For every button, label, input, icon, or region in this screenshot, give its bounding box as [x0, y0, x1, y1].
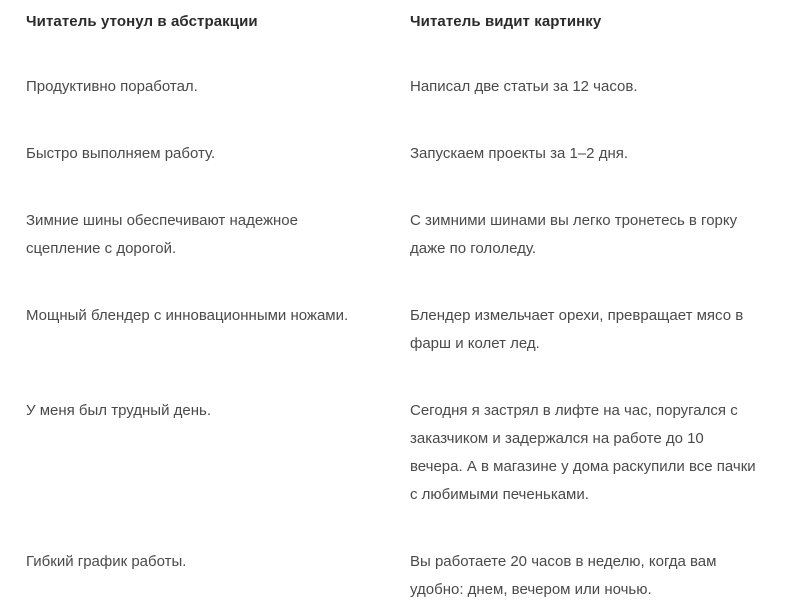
- cell-abstract-text: Продуктивно поработал.: [26, 78, 198, 95]
- table-row: [0, 140, 804, 207]
- table-row: [0, 548, 804, 604]
- cell-concrete: [392, 140, 804, 207]
- cell-concrete-text: С зимними шинами вы легко тронетесь в горку даже по гололеду.: [410, 212, 738, 257]
- column-header-abstract-label: Читатель утонул в абстракции: [26, 13, 258, 30]
- cell-abstract: [0, 302, 392, 397]
- cell-concrete: [392, 302, 804, 397]
- cell-concrete: [392, 548, 804, 604]
- table-row: [0, 397, 804, 548]
- cell-abstract: [0, 140, 392, 207]
- cell-abstract: [0, 207, 392, 302]
- table-row: [0, 302, 804, 397]
- cell-concrete-text: Блендер измельчает орехи, превращает мясо в фарш и колет лед.: [410, 307, 744, 352]
- cell-abstract-text: Гибкий график работы.: [26, 553, 187, 570]
- cell-concrete-text: Запускаем проекты за 1–2 дня.: [410, 145, 629, 162]
- cell-concrete-text: Сегодня я застрял в лифте на час, поругался с заказчиком и задержался на работе до 10 вечера. А в магазине у дома раскупили все пачки с любимыми печеньками.: [410, 402, 756, 503]
- cell-abstract-text: Быстро выполняем работу.: [26, 145, 216, 162]
- cell-abstract-text: Зимние шины обеспечивают надежное сцепление с дорогой.: [26, 212, 298, 257]
- column-header-abstract: [0, 12, 392, 73]
- cell-concrete-text: Вы работаете 20 часов в неделю, когда вам удобно: днем, вечером или ночью.: [410, 553, 717, 598]
- comparison-table: [0, 12, 804, 604]
- table-header: [0, 12, 804, 73]
- cell-abstract-text: У меня был трудный день.: [26, 402, 211, 419]
- table-row: [0, 73, 804, 140]
- column-header-concrete: [392, 12, 804, 73]
- cell-abstract: [0, 548, 392, 604]
- table-header-row: [0, 12, 804, 73]
- column-header-concrete-label: Читатель видит картинку: [410, 13, 602, 30]
- cell-concrete: [392, 73, 804, 140]
- cell-abstract-text: Мощный блендер с инновационными ножами.: [26, 307, 349, 324]
- cell-concrete-text: Написал две статьи за 12 часов.: [410, 78, 638, 95]
- table-row: [0, 207, 804, 302]
- cell-abstract: [0, 397, 392, 548]
- cell-concrete: [392, 207, 804, 302]
- cell-abstract: [0, 73, 392, 140]
- table-body: [0, 73, 804, 604]
- cell-concrete: [392, 397, 804, 548]
